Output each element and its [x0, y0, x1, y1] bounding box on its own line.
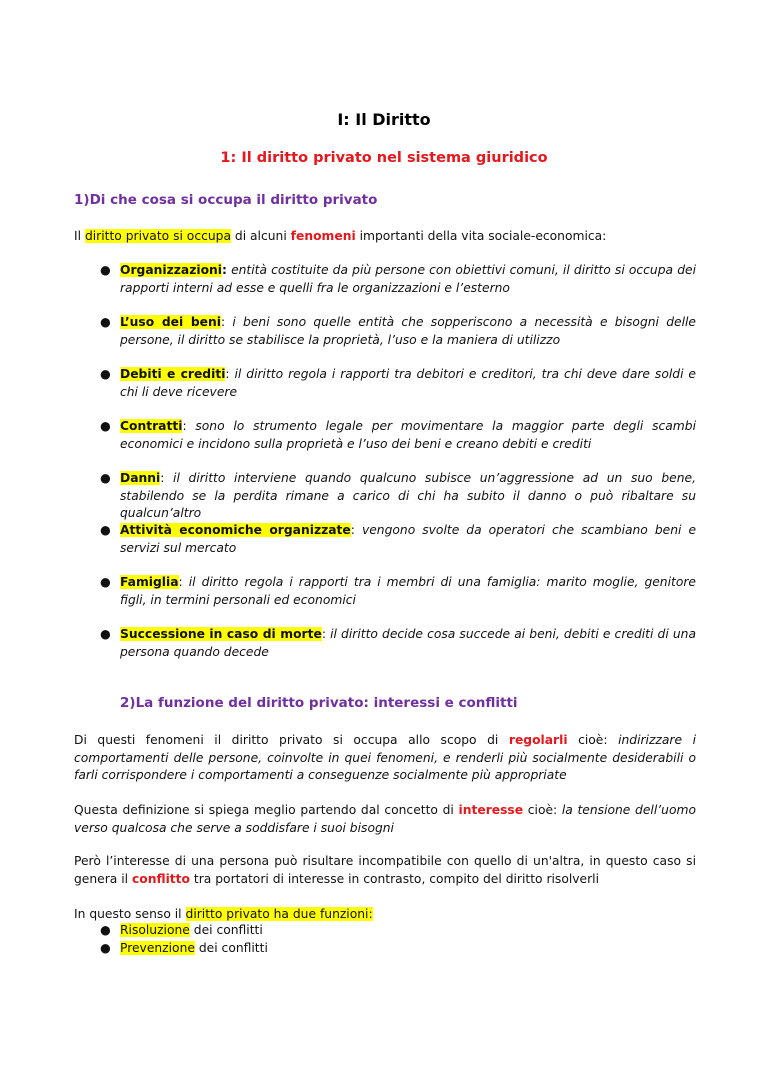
bullet-icon: ● — [100, 315, 111, 329]
intro-highlight: diritto privato si occupa — [84, 229, 231, 243]
paragraph-interesse — [74, 802, 696, 837]
bullet-icon: ● — [100, 263, 111, 277]
item-term: Danni — [120, 471, 161, 485]
intro-paragraph — [74, 228, 696, 246]
item-term: Successione in caso di morte — [120, 627, 322, 641]
p2-definition: la tensione dell’uomo verso qualcosa che serve a soddisfare i suoi bisogni — [74, 803, 696, 835]
item-definition: entità costituite da più persone con obiettivi comuni, il diritto si occupa dei rapporti interni ad esse e quelli fra le organizzazioni e l’esterno — [120, 263, 696, 295]
p4-text-start: In questo senso il — [74, 907, 186, 921]
list-item-contratti — [74, 418, 696, 470]
p3-text-end: tra portatori di interesse in contrasto, compito del diritto risolverli — [190, 871, 600, 886]
p2-text-mid: cioè: — [523, 803, 562, 817]
bullet-icon: ● — [100, 940, 111, 955]
list-item-attivita-economiche — [74, 522, 696, 574]
item-definition: sono lo strumento legale per movimentare la maggior parte degli scambi economici e incidono sulla proprietà e l’uso dei beni e creano debiti e crediti — [120, 419, 696, 451]
item-punct: : — [321, 627, 326, 641]
section-heading-2: 2)La funzione del diritto privato: interessi e conflitti — [120, 695, 518, 711]
item-definition: il diritto regola i rapporti tra debitori e creditori, tra chi deve dare soldi e chi li deve ricevere — [120, 367, 696, 399]
bullet-icon: ● — [100, 523, 111, 537]
item-punct: : — [222, 263, 227, 277]
functions-list — [74, 922, 696, 957]
bullet-icon: ● — [100, 923, 111, 937]
document-title: I: Il Diritto — [337, 110, 431, 129]
item-term: Debiti e crediti — [120, 367, 226, 381]
list-item-uso-dei-beni — [74, 314, 696, 366]
list-item-danni — [74, 470, 696, 522]
p3-text-start: Però l’interesse di una persona può risultare incompatibile con quello di un'altra, in questo caso si genera il — [74, 854, 696, 886]
paragraph-regolarli — [74, 732, 696, 785]
item-punct: : — [225, 367, 230, 381]
intro-text-mid: di alcuni — [230, 229, 291, 243]
list-item-famiglia — [74, 574, 696, 626]
intro-text-end: importanti della vita sociale-economica: — [355, 229, 607, 243]
list-item-debiti-e-crediti — [74, 366, 696, 418]
intro-keyword: fenomeni — [290, 229, 356, 243]
p2-keyword: interesse — [458, 803, 524, 817]
item-definition: il diritto interviene quando qualcuno subisce un’aggressione ad un suo bene, stabilendo se la perdita rimane a carico di chi ha subito il danno o può ribaltare su qualcun’altro — [120, 471, 696, 520]
bullet-icon: ● — [100, 471, 111, 485]
item-punct: : — [178, 575, 183, 589]
item-definition: il diritto regola i rapporti tra i membri di una famiglia: marito moglie, genitore figli, in termini personali ed economici — [120, 575, 696, 607]
p1-keyword: regolarli — [508, 733, 568, 747]
list-item-organizzazioni — [74, 262, 696, 314]
item-term: Organizzazioni — [120, 263, 222, 277]
item-punct: : — [160, 471, 165, 485]
item-definition: vengono svolte da operatori che scambiano beni e servizi sul mercato — [120, 523, 696, 555]
bullet-icon: ● — [100, 627, 111, 641]
p1-definition: indirizzare i comportamenti delle persone, coinvolte in quei fenomeni, e renderli più socialmente desiderabili o farli corrispondere i comportamenti a conseguenze socialmente più appropriate — [74, 733, 696, 782]
item-punct: : — [350, 523, 355, 537]
p1-text-mid: cioè: — [567, 733, 619, 747]
item-definition: i beni sono quelle entità che sopperiscono a necessità e bisogni delle persone, il diritto se stabilisce la proprietà, l’uso e la maniera di utilizzo — [120, 315, 696, 347]
chapter-title: 1: Il diritto privato nel sistema giuridico — [220, 150, 548, 166]
item-term: Contratti — [120, 419, 183, 433]
p2-text-start: Questa definizione si spiega meglio partendo dal concetto di — [74, 803, 459, 817]
function-term: Prevenzione — [120, 940, 195, 955]
phenomena-list — [74, 262, 696, 678]
item-punct: : — [182, 419, 187, 433]
function-text: dei conflitti — [194, 940, 268, 955]
item-term: L’uso dei beni — [120, 315, 221, 329]
p1-text-start: Di questi fenomeni il diritto privato si occupa allo scopo di — [74, 733, 509, 747]
item-definition: il diritto decide cosa succede ai beni, debiti e crediti di una persona quando decede — [120, 627, 696, 659]
intro-text-start: Il — [74, 229, 85, 243]
function-term: Risoluzione — [120, 923, 190, 937]
list-item-successione — [74, 626, 696, 678]
item-term: Attività economiche organizzate — [120, 523, 351, 537]
bullet-icon: ● — [100, 575, 111, 589]
list-item-prevenzione — [74, 940, 696, 958]
section-heading-1: 1)Di che cosa si occupa il diritto privato — [74, 192, 378, 208]
p3-keyword: conflitto — [131, 871, 191, 886]
p4-highlight: diritto privato ha due funzioni: — [185, 907, 373, 921]
paragraph-funzioni — [74, 906, 696, 924]
bullet-icon: ● — [100, 419, 111, 433]
list-item-risoluzione — [74, 922, 696, 940]
item-term: Famiglia — [120, 575, 179, 589]
bullet-icon: ● — [100, 367, 111, 381]
function-text: dei conflitti — [189, 923, 263, 937]
item-punct: : — [220, 315, 226, 329]
paragraph-conflitto — [74, 853, 696, 888]
